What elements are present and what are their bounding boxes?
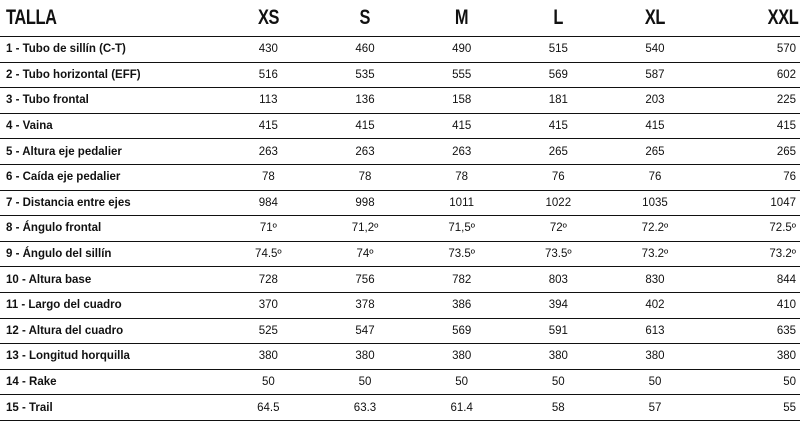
table-cell: 613 xyxy=(607,318,704,344)
table-cell: 415 xyxy=(413,113,510,139)
table-cell: 55 xyxy=(703,395,800,421)
table-cell: 78 xyxy=(413,164,510,190)
table-cell: 203 xyxy=(607,88,704,114)
table-cell: 265 xyxy=(607,139,704,165)
table-cell: 71,5º xyxy=(413,216,510,242)
table-cell: 72º xyxy=(510,216,607,242)
table-cell: 1011 xyxy=(413,190,510,216)
table-cell: 515 xyxy=(510,37,607,63)
table-cell: 803 xyxy=(510,267,607,293)
table-cell: 415 xyxy=(703,113,800,139)
table-cell: 415 xyxy=(317,113,414,139)
table-cell: 76 xyxy=(607,164,704,190)
table-header-row xyxy=(0,0,800,37)
column-header-size: XL xyxy=(607,0,704,37)
table-cell: 61.4 xyxy=(413,395,510,421)
table-cell: 265 xyxy=(703,139,800,165)
row-label: 11 - Largo del cuadro xyxy=(0,292,220,318)
row-label: 7 - Distancia entre ejes xyxy=(0,190,220,216)
column-header-size: XXL xyxy=(703,0,800,37)
table-cell: 380 xyxy=(220,344,317,370)
column-header-size: M xyxy=(413,0,510,37)
table-cell: 263 xyxy=(317,139,414,165)
table-row xyxy=(0,113,800,139)
row-label: 13 - Longitud horquilla xyxy=(0,344,220,370)
table-cell: 71,2º xyxy=(317,216,414,242)
table-cell: 76 xyxy=(703,164,800,190)
table-cell: 415 xyxy=(607,113,704,139)
table-cell: 380 xyxy=(317,344,414,370)
table-cell: 74º xyxy=(317,241,414,267)
table-cell: 50 xyxy=(413,369,510,395)
table-row xyxy=(0,139,800,165)
table-cell: 569 xyxy=(510,62,607,88)
column-header-size: S xyxy=(317,0,414,37)
table-cell: 63.3 xyxy=(317,395,414,421)
table-cell: 782 xyxy=(413,267,510,293)
table-cell: 756 xyxy=(317,267,414,293)
table-cell: 64.5 xyxy=(220,395,317,421)
table-cell: 76 xyxy=(510,164,607,190)
table-row xyxy=(0,37,800,63)
row-label: 14 - Rake xyxy=(0,369,220,395)
column-header-size-label: TALLA xyxy=(0,0,220,37)
table-cell: 380 xyxy=(510,344,607,370)
table-cell: 57 xyxy=(607,395,704,421)
table-cell: 50 xyxy=(220,369,317,395)
table-cell: 158 xyxy=(413,88,510,114)
row-label: 5 - Altura eje pedalier xyxy=(0,139,220,165)
table-cell: 370 xyxy=(220,292,317,318)
table-cell: 844 xyxy=(703,267,800,293)
table-cell: 73.5º xyxy=(413,241,510,267)
row-label: 2 - Tubo horizontal (EFF) xyxy=(0,62,220,88)
table-cell: 635 xyxy=(703,318,800,344)
table-row xyxy=(0,369,800,395)
row-label: 15 - Trail xyxy=(0,395,220,421)
table-row xyxy=(0,216,800,242)
table-cell: 380 xyxy=(703,344,800,370)
table-cell: 380 xyxy=(607,344,704,370)
column-header-size: XS xyxy=(220,0,317,37)
table-cell: 540 xyxy=(607,37,704,63)
table-cell: 402 xyxy=(607,292,704,318)
row-label: 3 - Tubo frontal xyxy=(0,88,220,114)
table-cell: 555 xyxy=(413,62,510,88)
row-label: 9 - Ángulo del sillín xyxy=(0,241,220,267)
table-cell: 71º xyxy=(220,216,317,242)
table-cell: 830 xyxy=(607,267,704,293)
table-row xyxy=(0,190,800,216)
table-cell: 430 xyxy=(220,37,317,63)
table-cell: 415 xyxy=(220,113,317,139)
table-cell: 73.2º xyxy=(607,241,704,267)
column-header-size: L xyxy=(510,0,607,37)
row-label: 8 - Ángulo frontal xyxy=(0,216,220,242)
table-cell: 265 xyxy=(510,139,607,165)
table-row xyxy=(0,241,800,267)
table-cell: 181 xyxy=(510,88,607,114)
table-cell: 410 xyxy=(703,292,800,318)
table-cell: 525 xyxy=(220,318,317,344)
row-label: 10 - Altura base xyxy=(0,267,220,293)
table-cell: 58 xyxy=(510,395,607,421)
table-row xyxy=(0,395,800,421)
table-cell: 602 xyxy=(703,62,800,88)
table-cell: 74.5º xyxy=(220,241,317,267)
table-cell: 415 xyxy=(510,113,607,139)
table-cell: 378 xyxy=(317,292,414,318)
table-row xyxy=(0,318,800,344)
table-cell: 225 xyxy=(703,88,800,114)
table-row xyxy=(0,267,800,293)
table-cell: 73.5º xyxy=(510,241,607,267)
table-cell: 394 xyxy=(510,292,607,318)
table-cell: 78 xyxy=(220,164,317,190)
table-cell: 547 xyxy=(317,318,414,344)
row-label: 12 - Altura del cuadro xyxy=(0,318,220,344)
table-row xyxy=(0,88,800,114)
table-cell: 50 xyxy=(510,369,607,395)
table-cell: 386 xyxy=(413,292,510,318)
table-cell: 516 xyxy=(220,62,317,88)
table-cell: 1022 xyxy=(510,190,607,216)
table-cell: 460 xyxy=(317,37,414,63)
table-cell: 380 xyxy=(413,344,510,370)
table-cell: 50 xyxy=(703,369,800,395)
table-cell: 72.2º xyxy=(607,216,704,242)
table-cell: 73.2º xyxy=(703,241,800,267)
table-cell: 535 xyxy=(317,62,414,88)
table-cell: 984 xyxy=(220,190,317,216)
row-label: 4 - Vaina xyxy=(0,113,220,139)
table-cell: 263 xyxy=(413,139,510,165)
table-cell: 591 xyxy=(510,318,607,344)
table-row xyxy=(0,164,800,190)
table-cell: 728 xyxy=(220,267,317,293)
table-cell: 113 xyxy=(220,88,317,114)
table-cell: 78 xyxy=(317,164,414,190)
table-row xyxy=(0,62,800,88)
table-cell: 569 xyxy=(413,318,510,344)
row-label: 6 - Caída eje pedalier xyxy=(0,164,220,190)
table-cell: 587 xyxy=(607,62,704,88)
table-row xyxy=(0,344,800,370)
table-row xyxy=(0,292,800,318)
table-cell: 136 xyxy=(317,88,414,114)
table-cell: 998 xyxy=(317,190,414,216)
table-cell: 72.5º xyxy=(703,216,800,242)
table-cell: 50 xyxy=(607,369,704,395)
table-cell: 263 xyxy=(220,139,317,165)
row-label: 1 - Tubo de sillín (C-T) xyxy=(0,37,220,63)
table-cell: 50 xyxy=(317,369,414,395)
table-cell: 570 xyxy=(703,37,800,63)
table-cell: 1047 xyxy=(703,190,800,216)
table-cell: 490 xyxy=(413,37,510,63)
table-cell: 1035 xyxy=(607,190,704,216)
